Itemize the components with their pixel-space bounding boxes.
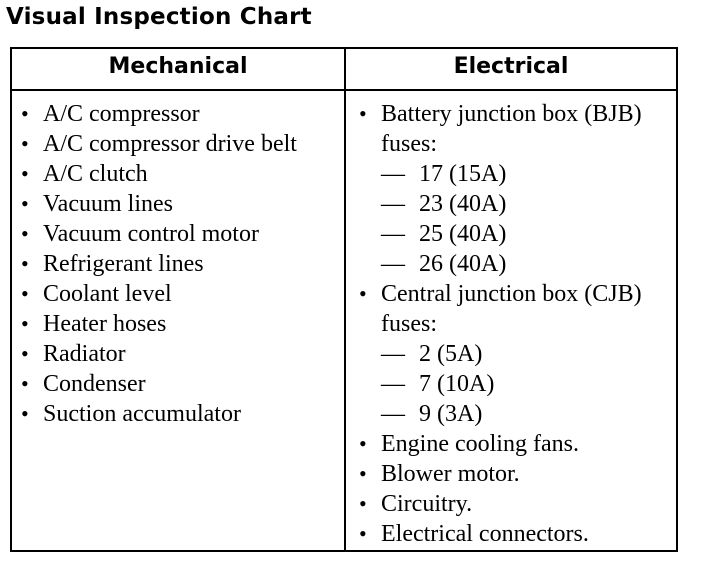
mechanical-item: Radiator [43, 341, 126, 367]
fuse-entry [381, 189, 674, 219]
dash-icon: — [381, 191, 405, 217]
dash-icon: — [381, 341, 405, 367]
bullet-icon: • [359, 491, 367, 516]
fuse-value: 9 (3A) [419, 401, 483, 427]
column-divider [344, 49, 346, 550]
bullet-icon: • [21, 161, 29, 186]
mechanical-item: A/C compressor drive belt [43, 131, 297, 157]
list-item [356, 429, 674, 459]
fuse-entry [381, 399, 674, 429]
list-item [18, 189, 338, 219]
electrical-item: Engine cooling fans. [381, 431, 579, 457]
list-item [18, 129, 338, 159]
mechanical-item: Vacuum lines [43, 191, 173, 217]
electrical-column-header: Electrical [453, 54, 569, 79]
mechanical-item: A/C compressor [43, 101, 200, 127]
list-item [18, 249, 338, 279]
dash-icon: — [381, 251, 405, 277]
mechanical-column-header: Mechanical [108, 54, 248, 79]
fuse-value: 23 (40A) [419, 191, 507, 217]
bullet-icon: • [21, 281, 29, 306]
mechanical-item: Coolant level [43, 281, 172, 307]
mechanical-item: Suction accumulator [43, 401, 241, 427]
mechanical-item: Refrigerant lines [43, 251, 204, 277]
dash-icon: — [381, 161, 405, 187]
list-item [18, 309, 338, 339]
list-item [18, 339, 338, 369]
list-item [18, 99, 338, 129]
list-item [18, 219, 338, 249]
bullet-icon: • [21, 101, 29, 126]
bullet-icon: • [21, 401, 29, 426]
chart-title: Visual Inspection Chart [6, 4, 312, 30]
list-item [356, 519, 674, 549]
fuse-entry [381, 159, 674, 189]
fuse-value: 26 (40A) [419, 251, 507, 277]
bullet-icon: • [21, 251, 29, 276]
list-item [18, 399, 338, 429]
electrical-list [356, 99, 674, 549]
fuse-value: 2 (5A) [419, 341, 483, 367]
fuse-entry [381, 339, 674, 369]
mechanical-item: Heater hoses [43, 311, 167, 337]
dash-icon: — [381, 221, 405, 247]
list-item [356, 459, 674, 489]
bullet-icon: • [359, 281, 367, 306]
dash-icon: — [381, 371, 405, 397]
electrical-item: Electrical connectors. [381, 521, 589, 547]
electrical-item: Circuitry. [381, 491, 473, 517]
dash-icon: — [381, 401, 405, 427]
mechanical-list [18, 99, 338, 429]
list-item [356, 489, 674, 519]
inspection-table [10, 47, 678, 552]
bullet-icon: • [21, 131, 29, 156]
bullet-icon: • [21, 191, 29, 216]
list-item [18, 369, 338, 399]
fuse-entry [381, 369, 674, 399]
fuse-entry [381, 249, 674, 279]
bullet-icon: • [21, 221, 29, 246]
fuse-entry [381, 219, 674, 249]
list-item-cjb-fuses [356, 279, 674, 429]
bjb-fuses-label: Battery junction box (BJB) fuses: [381, 101, 642, 157]
mechanical-item: A/C clutch [43, 161, 148, 187]
mechanical-item: Vacuum control motor [43, 221, 259, 247]
bullet-icon: • [359, 461, 367, 486]
electrical-item: Blower motor. [381, 461, 520, 487]
list-item-bjb-fuses [356, 99, 674, 279]
fuse-value: 7 (10A) [419, 371, 495, 397]
bullet-icon: • [359, 431, 367, 456]
mechanical-item: Condenser [43, 371, 146, 397]
bullet-icon: • [21, 371, 29, 396]
bullet-icon: • [21, 311, 29, 336]
bullet-icon: • [359, 101, 367, 126]
list-item [18, 159, 338, 189]
cjb-fuses-label: Central junction box (CJB) fuses: [381, 281, 642, 337]
bullet-icon: • [21, 341, 29, 366]
fuse-value: 25 (40A) [419, 221, 507, 247]
bullet-icon: • [359, 521, 367, 546]
list-item [18, 279, 338, 309]
fuse-value: 17 (15A) [419, 161, 507, 187]
